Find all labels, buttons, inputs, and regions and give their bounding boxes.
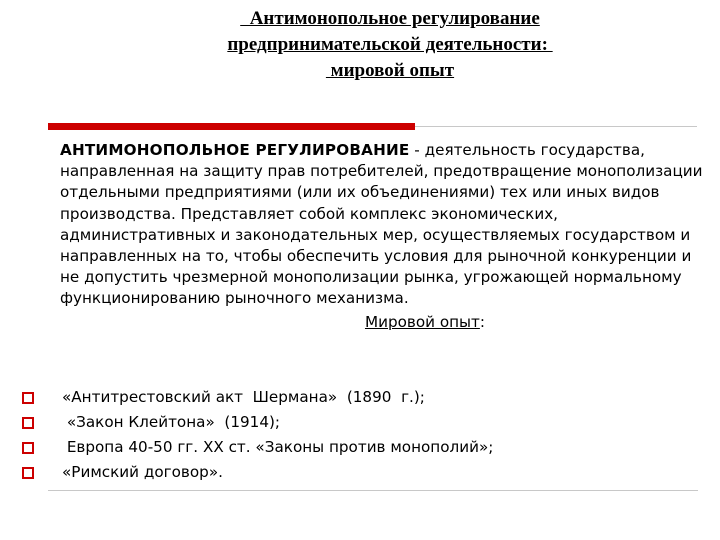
divider-line-bottom — [48, 490, 698, 491]
subheading-text: Мировой опыт — [364, 312, 480, 331]
definition-text: деятельность государства, направленная на защиту прав потребителей, предотвращение монополизации отдельными предприятиями (или их объединениями) тех или иных видов производства. Представляет собой комплекс экономических, административных и законодательных мер, осуществляемых государством и направленных на то, чтобы обеспечить условия для рыночной конкуренции и не допустить чрезмерной монополизации рынка, угрожающей нормальному функционированию рыночного механизма. — [60, 141, 703, 308]
subheading — [60, 312, 710, 333]
slide-title — [120, 6, 660, 84]
subheading-colon: : — [479, 312, 486, 331]
square-bullet-icon — [22, 417, 34, 429]
definition-dash: - — [409, 141, 425, 159]
square-bullet-icon — [22, 442, 34, 454]
title-line-1: Антимонопольное регулирование — [240, 8, 540, 29]
title-line-2: предпринимательской деятельности: — [227, 34, 553, 55]
title-line-3: мировой опыт — [325, 60, 455, 81]
square-bullet-icon — [22, 392, 34, 404]
bullet-text: «Антитрестовский акт Шермана» (1890 г.); — [62, 388, 425, 406]
list-item — [22, 435, 712, 460]
accent-bar — [48, 123, 415, 130]
definition-paragraph — [60, 140, 710, 310]
bullet-text: Европа 40-50 гг. XX ст. «Законы против монополий»; — [62, 438, 494, 456]
square-bullet-icon — [22, 467, 34, 479]
definition-block — [60, 140, 710, 333]
list-item — [22, 460, 712, 485]
bullet-list — [22, 385, 712, 485]
bullet-text: «Римский договор». — [62, 463, 223, 481]
definition-term: АНТИМОНОПОЛЬНОЕ РЕГУЛИРОВАНИЕ — [60, 141, 410, 159]
list-item — [22, 410, 712, 435]
list-item — [22, 385, 712, 410]
bullet-text: «Закон Клейтона» (1914); — [62, 413, 281, 431]
divider-line-top — [415, 126, 697, 127]
